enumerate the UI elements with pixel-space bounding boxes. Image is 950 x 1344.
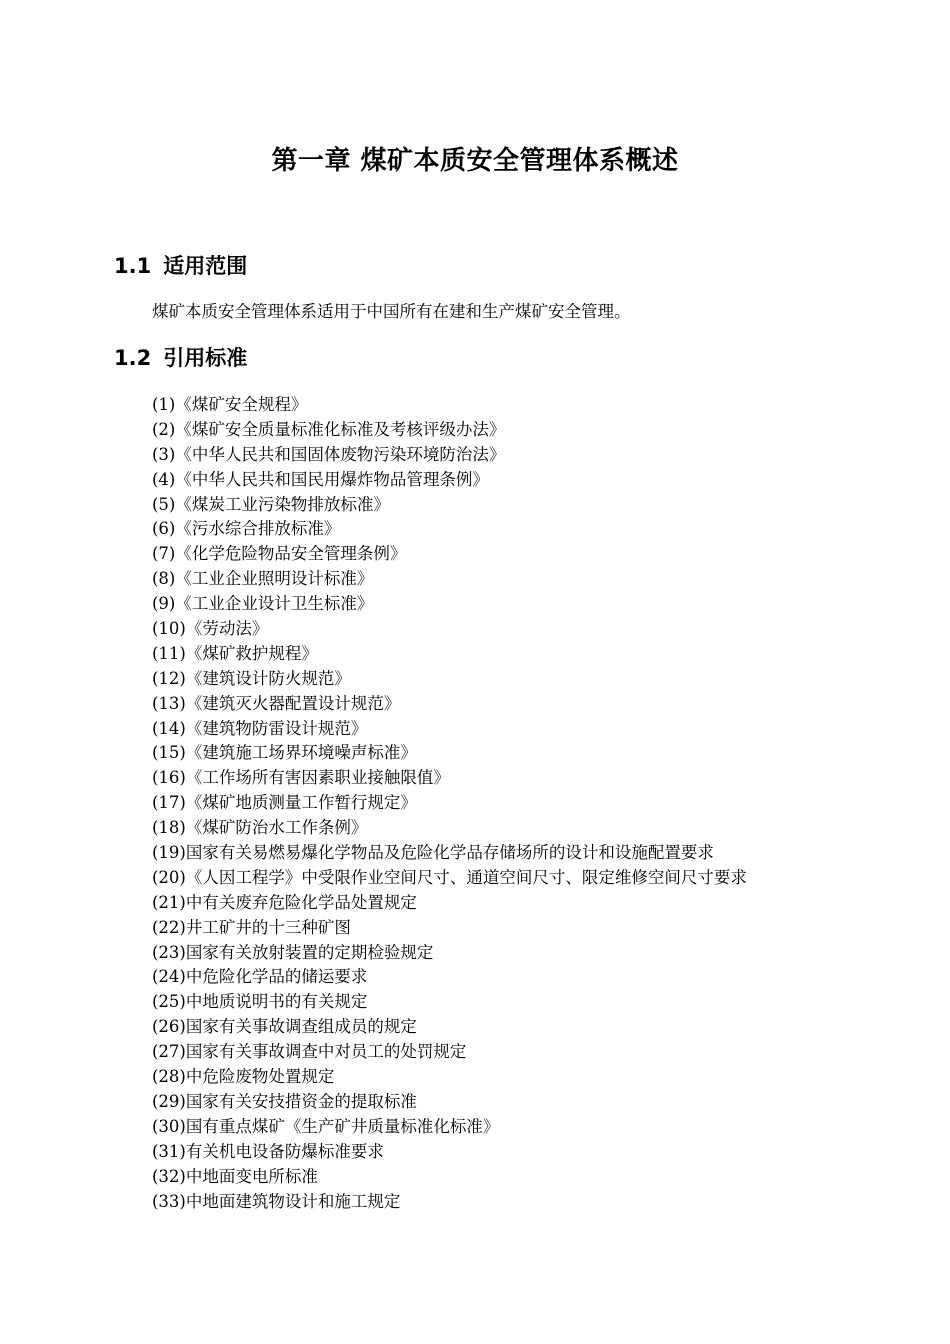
reference-item: (14)《建筑物防雷设计规范》 xyxy=(152,718,368,738)
reference-item: (23)国家有关放射装置的定期检验规定 xyxy=(152,942,434,962)
reference-item: (32)中地面变电所标准 xyxy=(152,1166,318,1186)
reference-item: (29)国家有关安技措资金的提取标准 xyxy=(152,1091,417,1111)
reference-item: (12)《建筑设计防火规范》 xyxy=(152,668,351,688)
reference-item: (30)国有重点煤矿《生产矿井质量标准化标准》 xyxy=(152,1116,500,1136)
reference-item: (17)《煤矿地质测量工作暂行规定》 xyxy=(152,793,417,813)
reference-item: (2)《煤矿安全质量标准化标准及考核评级办法》 xyxy=(152,419,506,439)
section-number: 1.1 xyxy=(114,254,152,278)
chapter-title: 第一章 煤矿本质安全管理体系概述 xyxy=(271,146,679,176)
reference-item: (4)《中华人民共和国民用爆炸物品管理条例》 xyxy=(152,469,489,489)
reference-item: (3)《中华人民共和国固体废物污染环境防治法》 xyxy=(152,444,506,464)
reference-item: (16)《工作场所有害因素职业接触限值》 xyxy=(152,768,450,788)
reference-item: (22)井工矿井的十三种矿图 xyxy=(152,917,351,937)
reference-item: (9)《工业企业设计卫生标准》 xyxy=(152,594,374,614)
section-title: 适用范围 xyxy=(163,254,248,278)
section-heading-references xyxy=(114,344,247,372)
reference-item: (8)《工业企业照明设计标准》 xyxy=(152,569,374,589)
scope-paragraph: 煤矿本质安全管理体系适用于中国所有在建和生产煤矿安全管理。 xyxy=(152,302,631,321)
reference-item: (25)中地质说明书的有关规定 xyxy=(152,992,368,1012)
reference-item: (24)中危险化学品的储运要求 xyxy=(152,967,368,987)
reference-list xyxy=(152,393,747,1214)
reference-item: (13)《建筑灭火器配置设计规范》 xyxy=(152,693,401,713)
reference-item: (28)中危险废物处置规定 xyxy=(152,1067,335,1087)
reference-item: (1)《煤矿安全规程》 xyxy=(152,395,308,414)
reference-item: (20)《人因工程学》中受限作业空间尺寸、通道空间尺寸、限定维修空间尺寸要求 xyxy=(152,867,747,887)
reference-item: (21)中有关废弃危险化学品处置规定 xyxy=(152,892,417,912)
section-title: 引用标准 xyxy=(163,346,248,370)
reference-item: (7)《化学危险物品安全管理条例》 xyxy=(152,544,407,564)
reference-item: (31)有关机电设备防爆标准要求 xyxy=(152,1141,384,1161)
reference-item: (19)国家有关易燃易爆化学物品及危险化学品存储场所的设计和设施配置要求 xyxy=(152,843,714,863)
reference-item: (26)国家有关事故调查组成员的规定 xyxy=(152,1017,417,1037)
reference-item: (33)中地面建筑物设计和施工规定 xyxy=(152,1191,401,1211)
reference-item: (5)《煤炭工业污染物排放标准》 xyxy=(152,494,390,514)
section-heading-scope xyxy=(114,252,247,280)
reference-item: (27)国家有关事故调查中对员工的处罚规定 xyxy=(152,1042,467,1062)
reference-item: (6)《污水综合排放标准》 xyxy=(152,519,341,539)
reference-item: (18)《煤矿防治水工作条例》 xyxy=(152,818,368,838)
section-number: 1.2 xyxy=(114,346,152,370)
reference-item: (11)《煤矿救护规程》 xyxy=(152,643,318,663)
reference-item: (10)《劳动法》 xyxy=(152,619,269,639)
reference-item: (15)《建筑施工场界环境噪声标准》 xyxy=(152,743,417,763)
